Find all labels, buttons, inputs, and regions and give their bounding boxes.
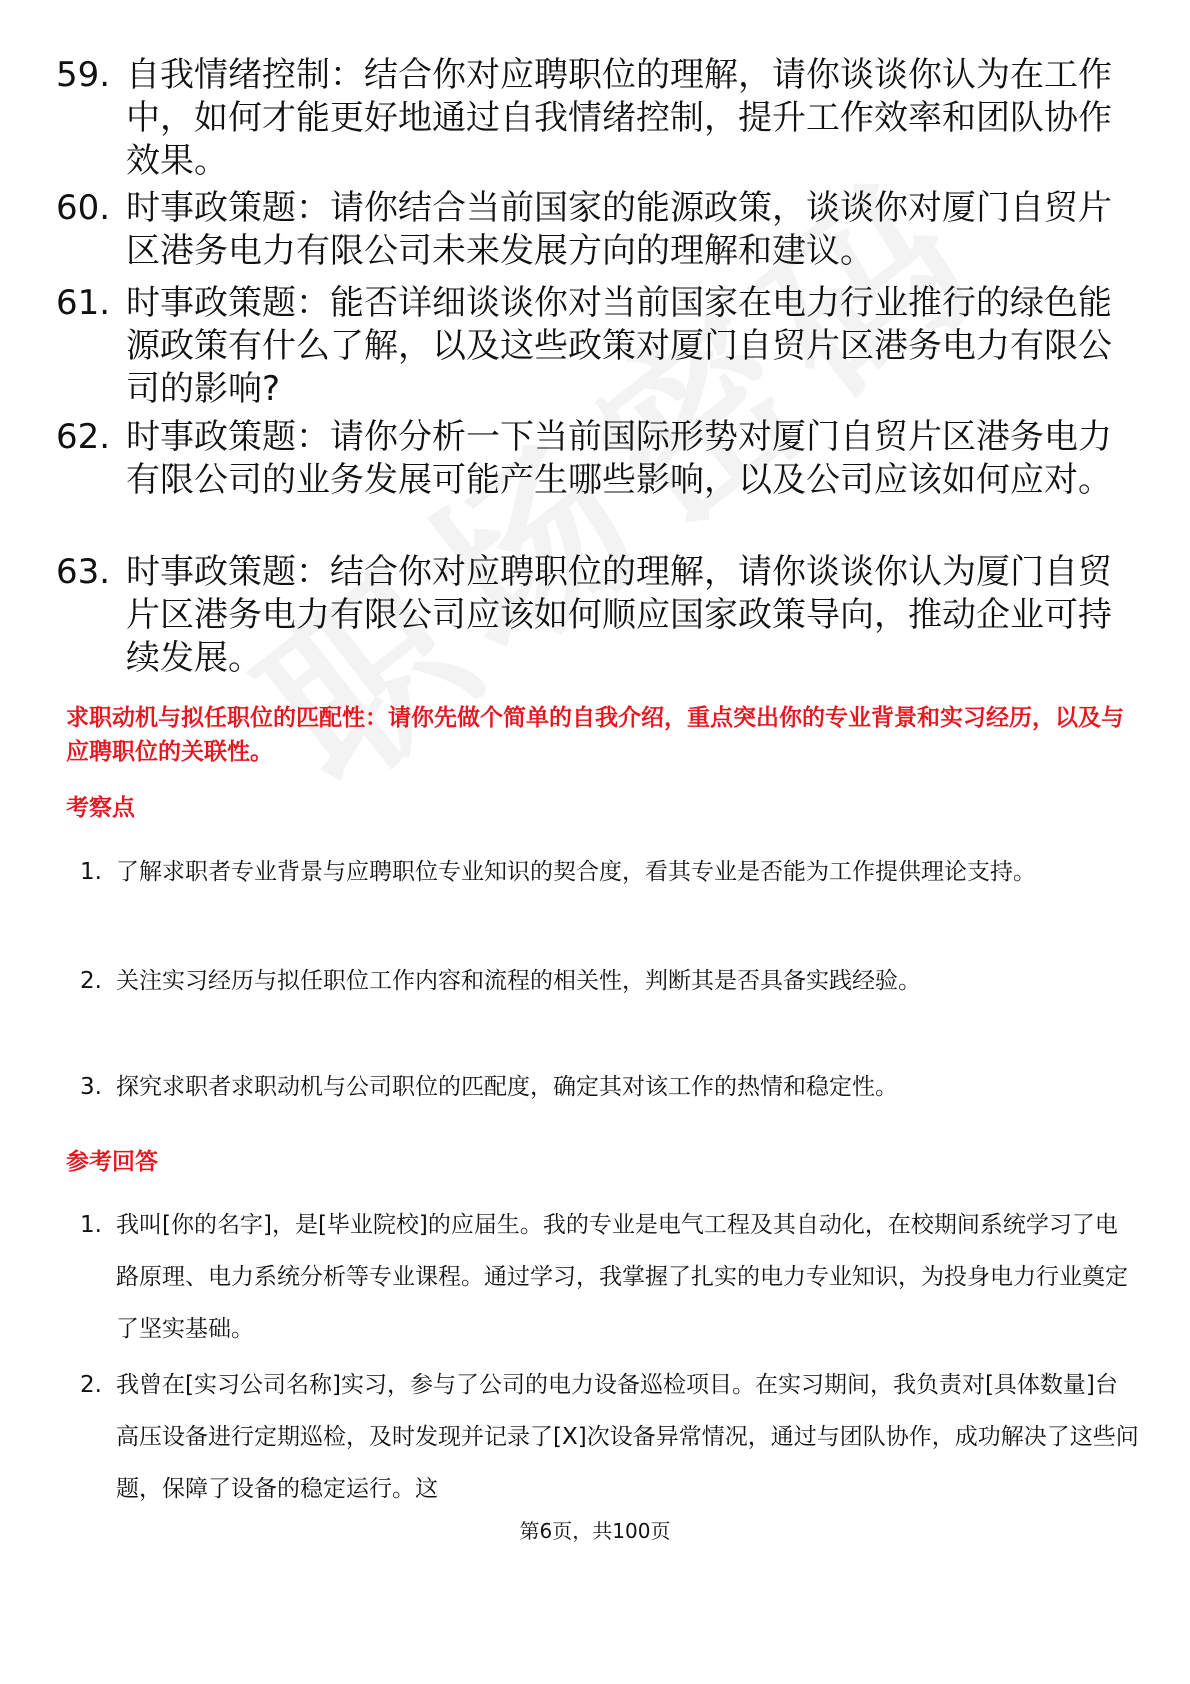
list-text: 我叫[你的名字]，是[毕业院校]的应届生。我的专业是电气工程及其自动化，在校期间系统学习了电路原理、电力系统分析等专业课程。通过学习，我掌握了扎实的电力专业知识，为投身电力行业奠定了坚实基础。 — [116, 1212, 1128, 1342]
answer-item — [80, 1359, 1140, 1515]
list-number: 2. — [80, 968, 102, 994]
question-text: 时事政策题：请你分析一下当前国际形势对厦门自贸片区港务电力有限公司的业务发展可能产生哪些影响，以及公司应该如何应对。 — [126, 417, 1112, 500]
question-item — [56, 187, 1136, 273]
focus-point-item — [80, 846, 1140, 898]
question-text: 时事政策题：能否详细谈谈你对当前国家在电力行业推行的绿色能源政策有什么了解，以及这些政策对厦门自贸片区港务电力有限公司的影响? — [126, 283, 1112, 409]
question-number: 61. — [56, 283, 111, 323]
question-number: 60. — [56, 188, 111, 228]
list-text: 关注实习经历与拟任职位工作内容和流程的相关性，判断其是否具备实践经验。 — [116, 968, 921, 994]
list-number: 1. — [80, 1212, 102, 1238]
page-footer: 第6页，共100页 — [519, 1519, 671, 1543]
question-text: 自我情绪控制：结合你对应聘职位的理解，请你谈谈你认为在工作中，如何才能更好地通过自我情绪控制，提升工作效率和团队协作效果。 — [126, 55, 1112, 181]
question-item — [56, 416, 1136, 502]
question-number: 63. — [56, 552, 111, 592]
answer-item — [80, 1199, 1140, 1355]
list-text: 探究求职者求职动机与公司职位的匹配度，确定其对该工作的热情和稳定性。 — [116, 1074, 898, 1100]
list-text: 了解求职者专业背景与应聘职位专业知识的契合度，看其专业是否能为工作提供理论支持。 — [116, 859, 1036, 885]
list-text: 我曾在[实习公司名称]实习，参与了公司的电力设备巡检项目。在实习期间，我负责对[具体数量]台高压设备进行定期巡检，及时发现并记录了[X]次设备异常情况，通过与团队协作，成功解决了这些问题，保障了设备的稳定运行。这 — [116, 1372, 1139, 1502]
question-text: 时事政策题：结合你对应聘职位的理解，请你谈谈你认为厦门自贸片区港务电力有限公司应该如何顺应国家政策导向，推动企业可持续发展。 — [126, 552, 1112, 678]
focus-point-item — [80, 1061, 1140, 1113]
list-number: 3. — [80, 1074, 102, 1100]
reference-answer-heading: 参考回答 — [66, 1149, 158, 1175]
focus-points-heading: 考察点 — [66, 795, 135, 821]
question-number: 59. — [56, 55, 111, 95]
list-number: 2. — [80, 1372, 102, 1398]
question-text: 时事政策题：请你结合当前国家的能源政策，谈谈你对厦门自贸片区港务电力有限公司未来发展方向的理解和建议。 — [126, 188, 1112, 271]
highlight-question: 求职动机与拟任职位的匹配性：请你先做个简单的自我介绍，重点突出你的专业背景和实习经历，以及与应聘职位的关联性。 — [66, 705, 1124, 765]
question-item — [56, 551, 1136, 680]
question-number: 62. — [56, 417, 111, 457]
question-item — [56, 282, 1136, 411]
focus-point-item — [80, 955, 1140, 1007]
question-item — [56, 54, 1136, 183]
list-number: 1. — [80, 859, 102, 885]
